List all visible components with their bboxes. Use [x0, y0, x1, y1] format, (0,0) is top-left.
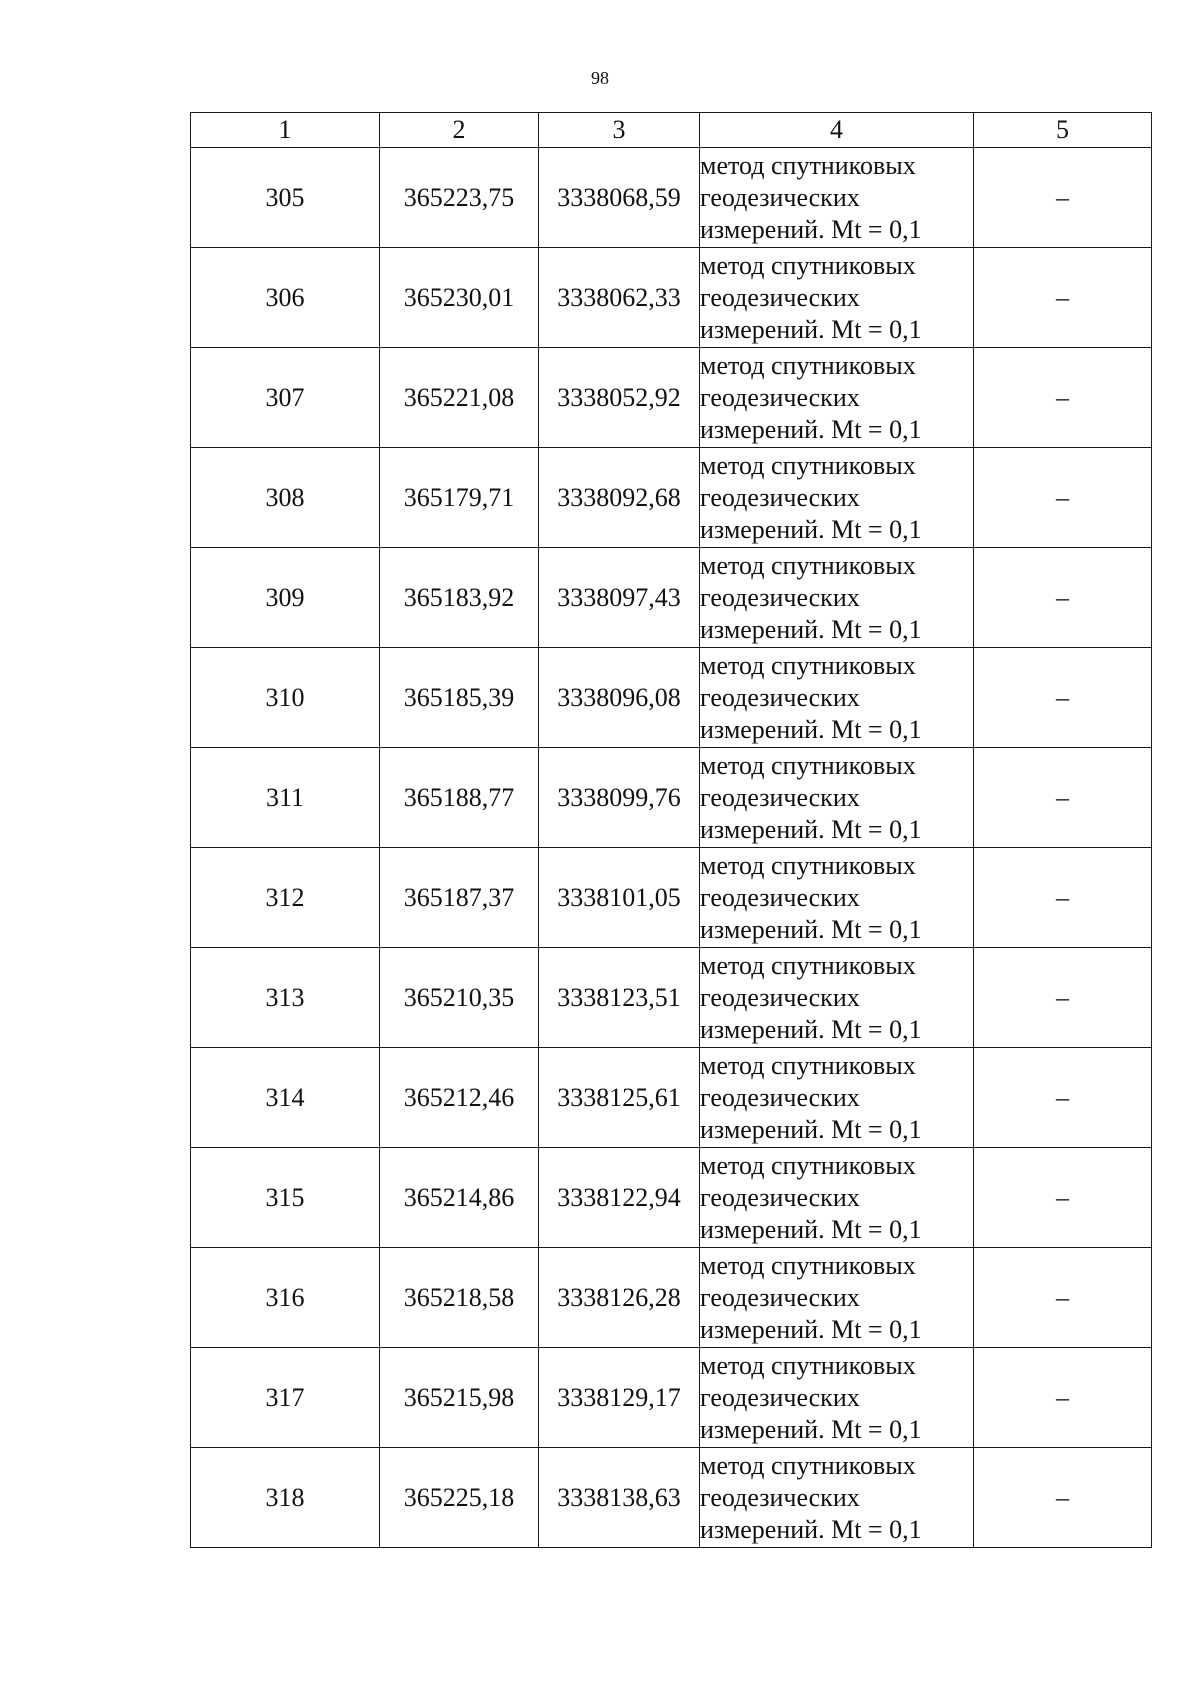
- x-coordinate-cell: 365230,01: [380, 248, 539, 348]
- method-cell: [700, 1248, 974, 1348]
- note-cell: –: [974, 848, 1152, 948]
- method-line: измерений. Mt = 0,1: [700, 214, 922, 244]
- note-cell: –: [974, 1448, 1152, 1548]
- x-coordinate-cell: 365188,77: [380, 748, 539, 848]
- method-line: измерений. Mt = 0,1: [700, 1514, 922, 1544]
- note-cell: –: [974, 1348, 1152, 1448]
- page-number: 98: [591, 68, 609, 88]
- method-line: метод спутниковых: [700, 750, 916, 780]
- x-coordinate-cell: 365187,37: [380, 848, 539, 948]
- x-coordinate-cell: 365223,75: [380, 148, 539, 248]
- method-line: метод спутниковых: [700, 650, 916, 680]
- y-coordinate-cell: 3338123,51: [539, 948, 700, 1048]
- header-row: [191, 113, 1152, 148]
- method-cell: [700, 748, 974, 848]
- column-header-1: 1: [191, 113, 380, 148]
- method-cell: [700, 148, 974, 248]
- method-line: геодезических: [700, 482, 860, 512]
- method-line: геодезических: [700, 682, 860, 712]
- point-number-cell: 314: [191, 1048, 380, 1148]
- method-cell: [700, 1148, 974, 1248]
- point-number-cell: 316: [191, 1248, 380, 1348]
- method-line: измерений. Mt = 0,1: [700, 1314, 922, 1344]
- table-row: [191, 248, 1152, 348]
- method-line: геодезических: [700, 1482, 860, 1512]
- x-coordinate-cell: 365210,35: [380, 948, 539, 1048]
- method-line: геодезических: [700, 1082, 860, 1112]
- method-line: метод спутниковых: [700, 1050, 916, 1080]
- x-coordinate-cell: 365225,18: [380, 1448, 539, 1548]
- point-number-cell: 307: [191, 348, 380, 448]
- method-line: геодезических: [700, 382, 860, 412]
- y-coordinate-cell: 3338126,28: [539, 1248, 700, 1348]
- note-cell: –: [974, 1048, 1152, 1148]
- table-row: [191, 1048, 1152, 1148]
- note-cell: –: [974, 448, 1152, 548]
- method-line: геодезических: [700, 582, 860, 612]
- method-line: измерений. Mt = 0,1: [700, 414, 922, 444]
- y-coordinate-cell: 3338101,05: [539, 848, 700, 948]
- method-line: геодезических: [700, 782, 860, 812]
- x-coordinate-cell: 365215,98: [380, 1348, 539, 1448]
- table-row: [191, 1248, 1152, 1348]
- point-number-cell: 305: [191, 148, 380, 248]
- point-number-cell: 311: [191, 748, 380, 848]
- method-line: измерений. Mt = 0,1: [700, 614, 922, 644]
- x-coordinate-cell: 365221,08: [380, 348, 539, 448]
- method-line: метод спутниковых: [700, 450, 916, 480]
- table-row: [191, 948, 1152, 1048]
- y-coordinate-cell: 3338129,17: [539, 1348, 700, 1448]
- column-header-3: 3: [539, 113, 700, 148]
- x-coordinate-cell: 365183,92: [380, 548, 539, 648]
- column-header-5: 5: [974, 113, 1152, 148]
- table-row: [191, 848, 1152, 948]
- method-line: измерений. Mt = 0,1: [700, 1014, 922, 1044]
- note-cell: –: [974, 648, 1152, 748]
- y-coordinate-cell: 3338122,94: [539, 1148, 700, 1248]
- x-coordinate-cell: 365185,39: [380, 648, 539, 748]
- table-row: [191, 748, 1152, 848]
- method-cell: [700, 548, 974, 648]
- x-coordinate-cell: 365218,58: [380, 1248, 539, 1348]
- y-coordinate-cell: 3338099,76: [539, 748, 700, 848]
- y-coordinate-cell: 3338138,63: [539, 1448, 700, 1548]
- method-line: измерений. Mt = 0,1: [700, 1414, 922, 1444]
- point-number-cell: 318: [191, 1448, 380, 1548]
- column-header-4: 4: [700, 113, 974, 148]
- method-line: геодезических: [700, 1382, 860, 1412]
- y-coordinate-cell: 3338125,61: [539, 1048, 700, 1148]
- method-line: геодезических: [700, 1182, 860, 1212]
- method-line: метод спутниковых: [700, 150, 916, 180]
- note-cell: –: [974, 248, 1152, 348]
- method-line: геодезических: [700, 282, 860, 312]
- table-row: [191, 1148, 1152, 1248]
- method-cell: [700, 1448, 974, 1548]
- method-line: геодезических: [700, 882, 860, 912]
- method-cell: [700, 1348, 974, 1448]
- table-row: [191, 1448, 1152, 1548]
- point-number-cell: 309: [191, 548, 380, 648]
- method-line: метод спутниковых: [700, 350, 916, 380]
- method-cell: [700, 348, 974, 448]
- point-number-cell: 317: [191, 1348, 380, 1448]
- method-line: измерений. Mt = 0,1: [700, 714, 922, 744]
- y-coordinate-cell: 3338097,43: [539, 548, 700, 648]
- y-coordinate-cell: 3338096,08: [539, 648, 700, 748]
- y-coordinate-cell: 3338068,59: [539, 148, 700, 248]
- point-number-cell: 315: [191, 1148, 380, 1248]
- note-cell: –: [974, 1248, 1152, 1348]
- method-cell: [700, 448, 974, 548]
- method-line: метод спутниковых: [700, 1250, 916, 1280]
- y-coordinate-cell: 3338062,33: [539, 248, 700, 348]
- table-row: [191, 148, 1152, 248]
- point-number-cell: 308: [191, 448, 380, 548]
- method-line: измерений. Mt = 0,1: [700, 1114, 922, 1144]
- point-number-cell: 313: [191, 948, 380, 1048]
- method-cell: [700, 1048, 974, 1148]
- point-number-cell: 310: [191, 648, 380, 748]
- note-cell: –: [974, 548, 1152, 648]
- method-cell: [700, 948, 974, 1048]
- y-coordinate-cell: 3338092,68: [539, 448, 700, 548]
- method-line: метод спутниковых: [700, 1450, 916, 1480]
- table-row: [191, 348, 1152, 448]
- method-line: метод спутниковых: [700, 550, 916, 580]
- table-header: [191, 113, 1152, 148]
- method-line: измерений. Mt = 0,1: [700, 914, 922, 944]
- table-row: [191, 548, 1152, 648]
- note-cell: –: [974, 348, 1152, 448]
- note-cell: –: [974, 148, 1152, 248]
- note-cell: –: [974, 748, 1152, 848]
- method-line: геодезических: [700, 1282, 860, 1312]
- method-line: метод спутниковых: [700, 250, 916, 280]
- table-row: [191, 1348, 1152, 1448]
- note-cell: –: [974, 1148, 1152, 1248]
- method-cell: [700, 848, 974, 948]
- table-row: [191, 448, 1152, 548]
- method-line: измерений. Mt = 0,1: [700, 514, 922, 544]
- note-cell: –: [974, 948, 1152, 1048]
- method-line: измерений. Mt = 0,1: [700, 314, 922, 344]
- method-line: измерений. Mt = 0,1: [700, 1214, 922, 1244]
- column-header-2: 2: [380, 113, 539, 148]
- x-coordinate-cell: 365179,71: [380, 448, 539, 548]
- point-number-cell: 312: [191, 848, 380, 948]
- method-line: геодезических: [700, 982, 860, 1012]
- method-line: метод спутниковых: [700, 950, 916, 980]
- method-line: измерений. Mt = 0,1: [700, 814, 922, 844]
- x-coordinate-cell: 365212,46: [380, 1048, 539, 1148]
- method-line: геодезических: [700, 182, 860, 212]
- coordinates-table: [190, 112, 1152, 1548]
- method-line: метод спутниковых: [700, 1150, 916, 1180]
- table-body: [191, 148, 1152, 1548]
- x-coordinate-cell: 365214,86: [380, 1148, 539, 1248]
- table-row: [191, 648, 1152, 748]
- y-coordinate-cell: 3338052,92: [539, 348, 700, 448]
- method-cell: [700, 648, 974, 748]
- method-line: метод спутниковых: [700, 1350, 916, 1380]
- method-line: метод спутниковых: [700, 850, 916, 880]
- point-number-cell: 306: [191, 248, 380, 348]
- method-cell: [700, 248, 974, 348]
